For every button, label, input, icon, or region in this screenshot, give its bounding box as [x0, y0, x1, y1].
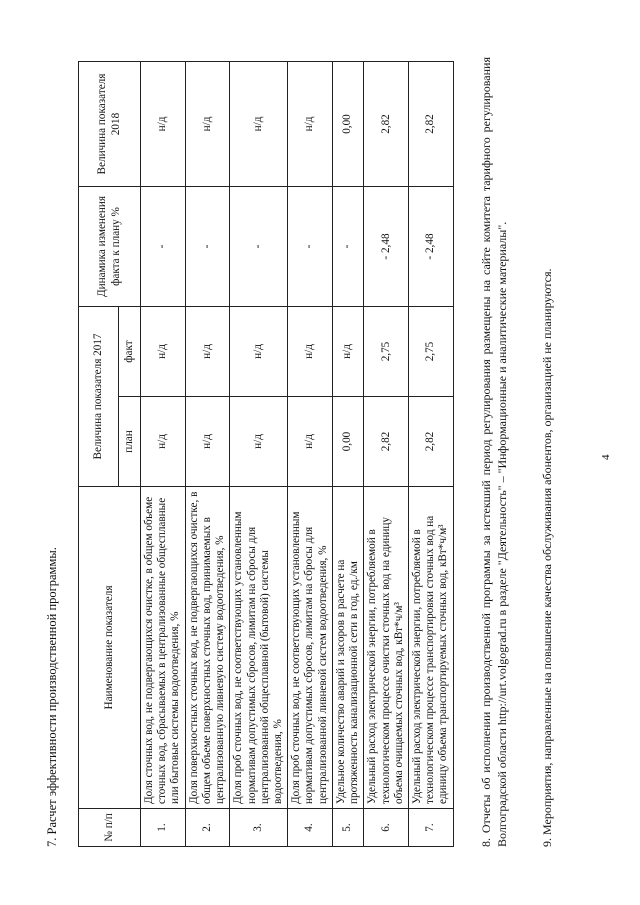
row-name: Доля сточных вод, не подвергающихся очистке, в общем объеме сточных вод, сбрасываемых в централизованные общесплавные или бытовые системы водоотведения, % — [141, 487, 186, 809]
row-value-2018: н/д — [185, 62, 230, 187]
header-dynamics: Динамика изменения факта к плану % — [79, 187, 141, 307]
header-name: Наименование показателя — [79, 487, 141, 809]
row-num: 7. — [408, 809, 453, 847]
header-value-2018: Величина показателя 2018 — [79, 62, 141, 187]
table-row — [185, 62, 230, 847]
table-row — [408, 62, 453, 847]
row-fact: н/д — [332, 307, 363, 397]
row-plan: н/д — [185, 397, 230, 487]
row-name: Удельное количество аварий и засоров в расчете на протяженность канализационной сети в год, ед./км — [332, 487, 363, 809]
table-row — [364, 62, 409, 847]
row-dynamics: - — [288, 187, 333, 307]
row-name: Доля проб сточных вод, не соответствующих установленным нормативам допустимых сбросов, лимитам на сбросы для централизованной общесплавной (бытовой) системы водоотведения, % — [230, 487, 288, 809]
row-fact: н/д — [230, 307, 288, 397]
row-num: 6. — [364, 809, 409, 847]
row-num: 4. — [288, 809, 333, 847]
section-8-text: 8. Отчеты об исполнении производственной программы за истекший период регулирования размещены на сайте комитета тарифного регулирования Волгоградской области http://urt.volgograd.ru в разделе "Деятельность" – "Информационные и аналитические материалы". — [479, 57, 510, 847]
table-row — [230, 62, 288, 847]
row-value-2018: н/д — [141, 62, 186, 187]
row-plan: н/д — [288, 397, 333, 487]
table-row — [332, 62, 363, 847]
row-plan: н/д — [141, 397, 186, 487]
row-dynamics: - — [185, 187, 230, 307]
row-name: Доля поверхностных сточных вод, не подвергающихся очистке, в общем объеме поверхностных сточных вод, принимаемых в централизованную ливневую систему водоотведения, % — [185, 487, 230, 809]
row-fact: н/д — [185, 307, 230, 397]
row-fact: 2,75 — [408, 307, 453, 397]
table-row — [141, 62, 186, 847]
row-value-2018: 0,00 — [332, 62, 363, 187]
row-dynamics: - — [141, 187, 186, 307]
row-num: 1. — [141, 809, 186, 847]
row-plan: 2,82 — [364, 397, 409, 487]
row-num: 2. — [185, 809, 230, 847]
row-fact: н/д — [288, 307, 333, 397]
row-value-2018: н/д — [230, 62, 288, 187]
row-name: Удельный расход электрической энергии, потребляемой в технологическом процессе транспортировки сточных вод на единицу объема транспортируемых сточных вод, кВт*ч/м³ — [408, 487, 453, 809]
efficiency-table — [78, 61, 454, 847]
header-num: № п/п — [79, 809, 141, 847]
row-name: Доля проб сточных вод, не соответствующих установленным нормативам допустимых сбросов, лимитам на сбросы для централизованной ливневой систем водоотведения, % — [288, 487, 333, 809]
row-dynamics: - — [332, 187, 363, 307]
row-name: Удельный расход электрической энергии, потребляемой в технологическом процессе очистки сточных вод на единицу объема очищаемых сточных вод, кВт*ч/м³ — [364, 487, 409, 809]
section-9-text: 9. Мероприятия, направленные на повышение качества обслуживания абонентов, организацией не планируются. — [540, 268, 554, 847]
header-plan: план — [119, 397, 141, 487]
row-dynamics: - 2,48 — [364, 187, 409, 307]
row-value-2018: 2,82 — [364, 62, 409, 187]
header-value-2017: Величина показателя 2017 — [79, 307, 119, 487]
row-num: 3. — [230, 809, 288, 847]
row-dynamics: - — [230, 187, 288, 307]
table-row — [288, 62, 333, 847]
row-value-2018: 2,82 — [408, 62, 453, 187]
row-plan: 0,00 — [332, 397, 363, 487]
row-plan: н/д — [230, 397, 288, 487]
row-fact: н/д — [141, 307, 186, 397]
row-dynamics: - 2,48 — [408, 187, 453, 307]
row-value-2018: н/д — [288, 62, 333, 187]
row-num: 5. — [332, 809, 363, 847]
page-number: 4 — [600, 454, 612, 460]
row-plan: 2,82 — [408, 397, 453, 487]
section-7-title: 7. Расчет эффективности производственной программы. — [45, 547, 59, 847]
row-fact: 2,75 — [364, 307, 409, 397]
header-fact: факт — [119, 307, 141, 397]
